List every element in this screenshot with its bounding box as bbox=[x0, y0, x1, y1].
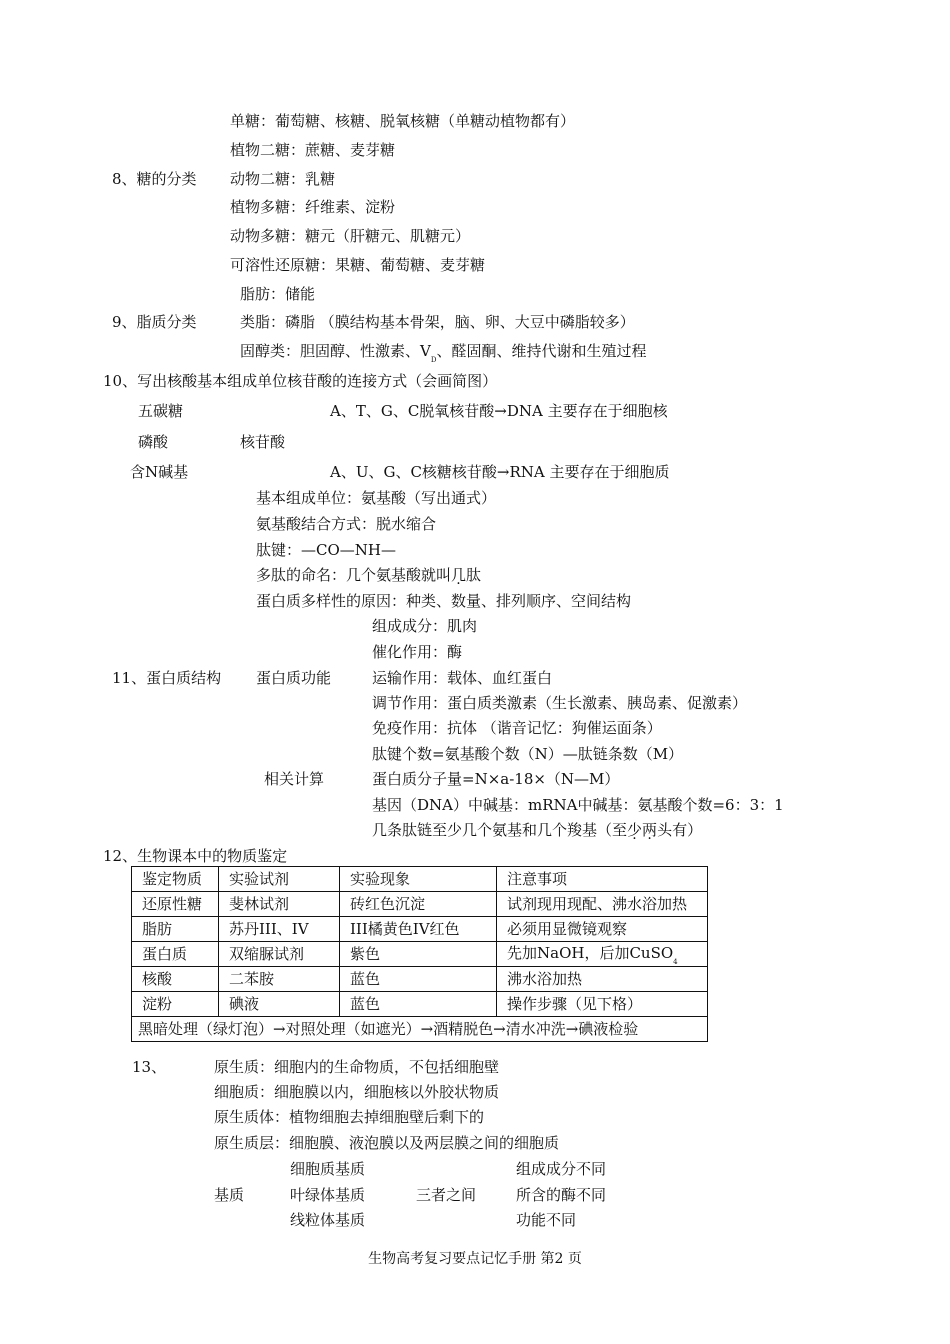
protein-polypeptide-naming: 多肽的命名：几个氨基酸就叫几肽 bbox=[256, 566, 482, 584]
table-cell: 紫色 bbox=[340, 942, 497, 967]
protein-diversity: 蛋白质多样性的原因：种类、数量、排列顺序、空间结构 bbox=[256, 592, 632, 610]
table-row bbox=[132, 1017, 708, 1042]
matrix-diff-1: 组成成分不同 bbox=[516, 1160, 607, 1178]
nucleotide-base: 含N碱基 bbox=[130, 463, 189, 481]
nucleotide-phosphate: 磷酸 bbox=[138, 433, 169, 451]
table-header: 实验试剂 bbox=[219, 867, 340, 892]
sugar-reducing: 可溶性还原糖：果糖、葡萄糖、麦芽糖 bbox=[230, 256, 486, 274]
section-12-title: 12、生物课本中的物质鉴定 bbox=[103, 847, 288, 865]
sugar-animal-disaccharide: 动物二糖：乳糖 bbox=[230, 170, 336, 188]
sugar-animal-polysaccharide: 动物多糖：糖元（肝糖元、肌糖元） bbox=[230, 227, 471, 245]
matrix-chloroplast: 叶绿体基质 bbox=[290, 1186, 366, 1204]
matrix-cytoplasm: 细胞质基质 bbox=[290, 1160, 366, 1178]
table-cell: 双缩脲试剂 bbox=[219, 942, 340, 967]
table-footer-cell: 黑暗处理（绿灯泡）→对照处理（如遮光）→酒精脱色→清水冲洗→碘液检验 bbox=[132, 1017, 708, 1042]
lipid-fat: 脂肪：储能 bbox=[240, 285, 316, 303]
protein-calc-4: 几条肽链至少几个氨基和几个羧基（至少两头有） bbox=[372, 821, 703, 839]
identification-table bbox=[131, 866, 708, 1042]
table-cell: 沸水浴加热 bbox=[497, 967, 708, 992]
table-cell: 蓝色 bbox=[340, 967, 497, 992]
table-header: 注意事项 bbox=[497, 867, 708, 892]
cytoplasm-def: 细胞质：细胞膜以内，细胞核以外胶状物质 bbox=[214, 1083, 500, 1101]
nucleotide-pentose: 五碳糖 bbox=[138, 402, 184, 420]
matrix-between: 三者之间 bbox=[416, 1186, 477, 1204]
table-header: 鉴定物质 bbox=[132, 867, 219, 892]
protein-unit: 基本组成单位：氨基酸（写出通式） bbox=[256, 489, 497, 507]
nucleotide-label: 核苷酸 bbox=[240, 433, 286, 451]
table-row bbox=[132, 917, 708, 942]
protein-calc-2: 蛋白质分子量=N×a-18×（N—M） bbox=[372, 770, 620, 788]
protoplasm-def: 原生质：细胞内的生命物质，不包括细胞壁 bbox=[214, 1058, 500, 1076]
section-9-label: 9、脂质分类 bbox=[112, 313, 197, 331]
sugar-plant-disaccharide: 植物二糖：蔗糖、麦芽糖 bbox=[230, 141, 396, 159]
protein-function-label: 蛋白质功能 bbox=[256, 669, 332, 687]
protein-calc-label: 相关计算 bbox=[264, 770, 325, 788]
table-row bbox=[132, 992, 708, 1017]
protein-function-1: 组成成分：肌肉 bbox=[372, 617, 478, 635]
protein-function-5: 免疫作用：抗体 （谐音记忆：狗催运面条） bbox=[372, 719, 662, 737]
matrix-label: 基质 bbox=[214, 1186, 245, 1204]
table-cell: 苏丹III、IV bbox=[219, 917, 340, 942]
matrix-diff-2: 所含的酶不同 bbox=[516, 1186, 607, 1204]
table-cell: 斐林试剂 bbox=[219, 892, 340, 917]
protoplasmic-layer-def: 原生质层：细胞膜、液泡膜以及两层膜之间的细胞质 bbox=[214, 1134, 560, 1152]
protein-bonding: 氨基酸结合方式：脱水缩合 bbox=[256, 515, 437, 533]
sugar-plant-polysaccharide: 植物多糖：纤维素、淀粉 bbox=[230, 198, 396, 216]
table-cell: 脂肪 bbox=[132, 917, 219, 942]
table-cell: 必须用显微镜观察 bbox=[497, 917, 708, 942]
table-cell: 核酸 bbox=[132, 967, 219, 992]
sugar-monosaccharide: 单糖：葡萄糖、核糖、脱氧核糖（单糖动植物都有） bbox=[230, 112, 576, 130]
matrix-mitochondria: 线粒体基质 bbox=[290, 1211, 366, 1229]
protein-function-2: 催化作用：酶 bbox=[372, 643, 463, 661]
lipid-sterol: 固醇类：胆固醇、性激素、$V_D$、醛固酮、维持代谢和生殖过程 bbox=[240, 342, 647, 364]
section-13-label: 13、 bbox=[132, 1058, 167, 1076]
table-cell: 淀粉 bbox=[132, 992, 219, 1017]
lipid-phospholipid: 类脂：磷脂 （膜结构基本骨架，脑、卵、大豆中磷脂较多） bbox=[240, 313, 635, 331]
section-8-label: 8、糖的分类 bbox=[112, 170, 197, 188]
table-cell: 蓝色 bbox=[340, 992, 497, 1017]
table-cell: 蛋白质 bbox=[132, 942, 219, 967]
section-11-label: 11、蛋白质结构 bbox=[112, 669, 222, 687]
protein-peptide-bond: 肽键：—CO—NH— bbox=[256, 541, 396, 559]
table-header-row bbox=[132, 867, 708, 892]
table-row bbox=[132, 967, 708, 992]
section-10-title: 10、写出核酸基本组成单位核苷酸的连接方式（会画简图） bbox=[103, 372, 498, 390]
table-cell: III橘黄色IV红色 bbox=[340, 917, 497, 942]
table-cell: 试剂现用现配、沸水浴加热 bbox=[497, 892, 708, 917]
page-footer: 生物高考复习要点记忆手册 第2 页 bbox=[368, 1251, 582, 1267]
protein-calc-3: 基因（DNA）中碱基：mRNA中碱基：氨基酸个数=6：3：1 bbox=[372, 796, 784, 814]
table-cell: 操作步骤（见下格） bbox=[497, 992, 708, 1017]
nucleotide-rna: A、U、G、C核糖核苷酸→RNA 主要存在于细胞质 bbox=[330, 463, 670, 481]
table-row bbox=[132, 942, 708, 967]
matrix-diff-3: 功能不同 bbox=[516, 1211, 577, 1229]
protein-function-3: 运输作用：载体、血红蛋白 bbox=[372, 669, 553, 687]
table-cell: 二苯胺 bbox=[219, 967, 340, 992]
protein-calc-1: 肽键个数=氨基酸个数（N）—肽链条数（M） bbox=[372, 745, 684, 763]
table-header: 实验现象 bbox=[340, 867, 497, 892]
table-cell: 碘液 bbox=[219, 992, 340, 1017]
protoplast-def: 原生质体：植物细胞去掉细胞壁后剩下的 bbox=[214, 1108, 485, 1126]
table-cell: 砖红色沉淀 bbox=[340, 892, 497, 917]
table-cell: 先加NaOH，后加CuSO$_4$ bbox=[497, 942, 708, 967]
protein-function-4: 调节作用：蛋白质类激素（生长激素、胰岛素、促激素） bbox=[372, 694, 748, 712]
table-cell: 还原性糖 bbox=[132, 892, 219, 917]
nucleotide-dna: A、T、G、C脱氧核苷酸→DNA 主要存在于细胞核 bbox=[330, 402, 668, 420]
table-row bbox=[132, 892, 708, 917]
